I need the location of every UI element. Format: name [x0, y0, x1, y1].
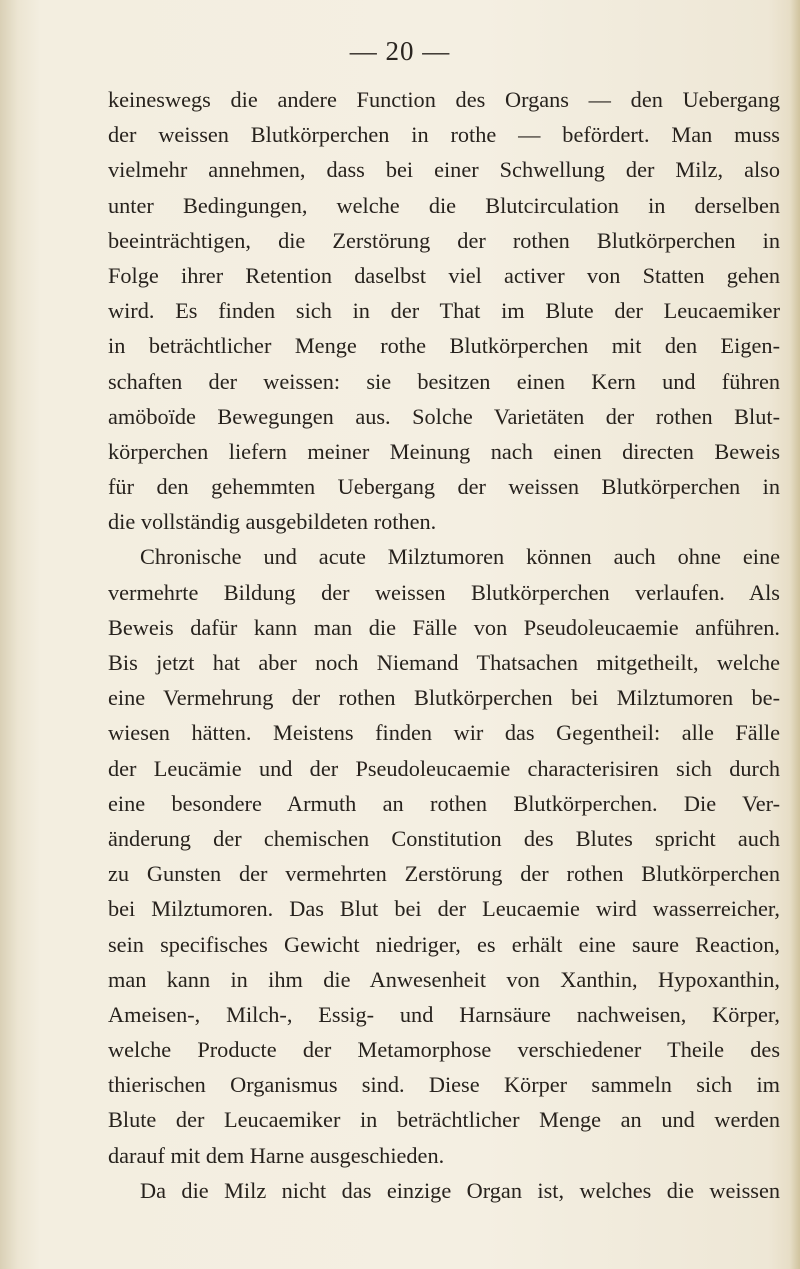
- text-line: Folge ihrer Retention daselbst viel activer von Statten gehen: [108, 262, 780, 288]
- text-line: vermehrte Bildung der weissen Blutkörperchen verlaufen. Als: [108, 579, 780, 605]
- text-line: körperchen liefern meiner Meinung nach einen directen Beweis: [108, 438, 780, 464]
- text-line: thierischen Organismus sind. Diese Körper sammeln sich im: [108, 1072, 780, 1098]
- text-line: wiesen hätten. Meistens finden wir das Gegentheil: alle Fälle: [108, 720, 780, 746]
- text-line: schaften der weissen: sie besitzen einen Kern und führen: [108, 368, 780, 394]
- text-line: vielmehr annehmen, dass bei einer Schwellung der Milz, also: [108, 157, 780, 183]
- page-number: — 20 —: [349, 36, 451, 66]
- text-line-paragraph-end: die vollständig ausgebildeten rothen.: [108, 509, 437, 535]
- text-line: der weissen Blutkörperchen in rothe — befördert. Man muss: [108, 122, 780, 148]
- text-line: Ameisen-, Milch-, Essig- und Harnsäure nachweisen, Körper,: [108, 1001, 780, 1027]
- text-line: eine Vermehrung der rothen Blutkörperchen bei Milztumoren be-: [108, 685, 780, 711]
- page-edge-shadow: [790, 0, 800, 1269]
- text-line-paragraph-end: darauf mit dem Harne ausgeschieden.: [108, 1142, 445, 1168]
- text-line: Beweis dafür kann man die Fälle von Pseudoleucaemie anführen.: [108, 614, 780, 640]
- text-line: beeinträchtigen, die Zerstörung der rothen Blutkörperchen in: [108, 227, 780, 253]
- text-line: sein specifisches Gewicht niedriger, es erhält eine saure Reaction,: [108, 931, 780, 957]
- text-line: der Leucämie und der Pseudoleucaemie characterisiren sich durch: [108, 755, 780, 781]
- text-line: amöboïde Bewegungen aus. Solche Varietäten der rothen Blut-: [108, 403, 780, 429]
- text-line: für den gehemmten Uebergang der weissen Blutkörperchen in: [108, 474, 780, 500]
- text-line: eine besondere Armuth an rothen Blutkörperchen. Die Ver-: [108, 790, 780, 816]
- text-line: zu Gunsten der vermehrten Zerstörung der rothen Blutkörperchen: [108, 861, 780, 887]
- text-line: änderung der chemischen Constitution des Blutes spricht auch: [108, 825, 780, 851]
- text-line: welche Producte der Metamorphose verschiedener Theile des: [108, 1037, 780, 1063]
- text-line-paragraph-start: Da die Milz nicht das einzige Organ ist, welches die weissen: [140, 1177, 780, 1203]
- text-line: bei Milztumoren. Das Blut bei der Leucaemie wird wasserreicher,: [108, 896, 780, 922]
- text-line: keineswegs die andere Function des Organs — den Uebergang: [108, 87, 780, 112]
- text-line: in beträchtlicher Menge rothe Blutkörperchen mit den Eigen-: [108, 333, 780, 359]
- text-line: man kann in ihm die Anwesenheit von Xanthin, Hypoxanthin,: [108, 966, 780, 992]
- text-line: wird. Es finden sich in der That im Blute der Leucaemiker: [108, 298, 780, 324]
- text-line: Blute der Leucaemiker in beträchtlicher Menge an und werden: [108, 1107, 780, 1133]
- body-text: [108, 82, 780, 1208]
- text-line: Bis jetzt hat aber noch Niemand Thatsachen mitgetheilt, welche: [108, 650, 780, 675]
- text-line: unter Bedingungen, welche die Blutcirculation in derselben: [108, 192, 780, 218]
- text-line-paragraph-start: Chronische und acute Milztumoren können auch ohne eine: [140, 544, 780, 570]
